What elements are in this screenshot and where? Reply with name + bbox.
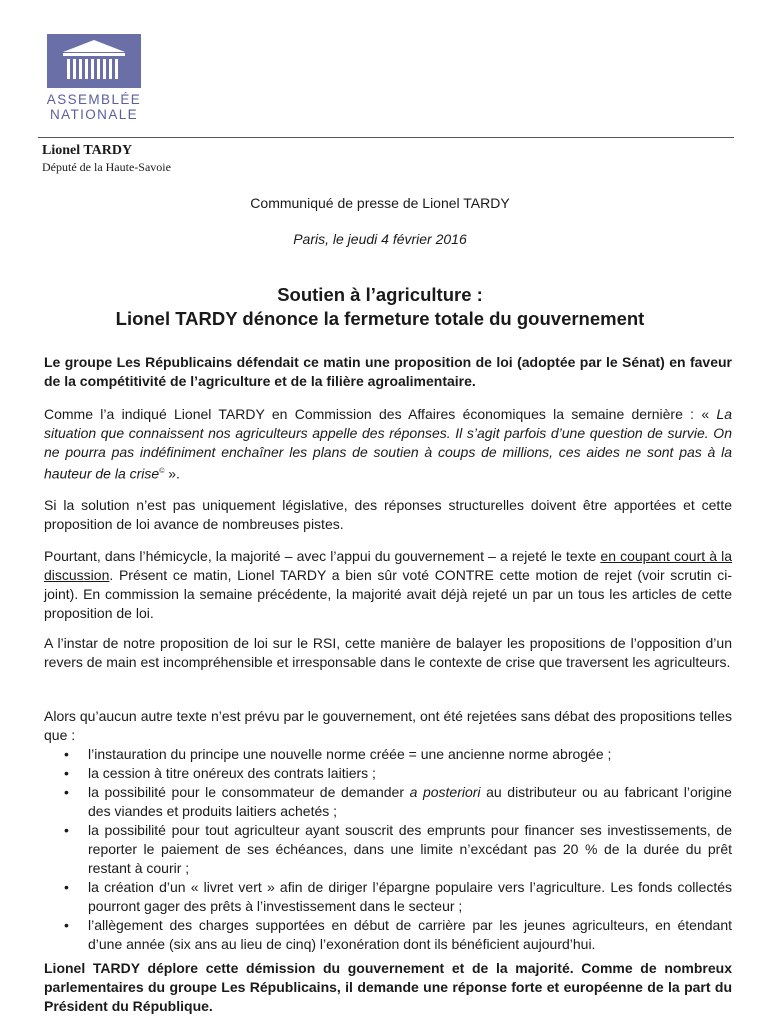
p1-quote: La situation que connaissent nos agriculteurs appelle des réponses. Il s’agit parfois d’une question de survie. On ne pourra pas indéfiniment enchaîner les plans de soutien à coups de millions, ces aides ne sont pas à la hauteur de la crise <box>44 406 732 482</box>
author-block <box>42 142 171 175</box>
logo-line-1: ASSEMBLÉE <box>46 92 142 107</box>
list-item: • l’allègement des charges supportées en début de carrière par les jeunes agriculteurs, en étendant d’une année (six ans au lieu de cinq) l’exonération dont ils bénéficient aujourd’hui. <box>88 916 732 954</box>
lead-paragraph <box>44 353 732 391</box>
paragraph-3 <box>44 547 732 623</box>
closing-paragraph <box>44 959 732 1016</box>
title-line-1: Soutien à l’agriculture : <box>277 284 483 305</box>
paragraph-1 <box>44 405 732 484</box>
paragraph-3-text <box>44 547 732 623</box>
list-item: • la possibilité pour tout agriculteur ayant souscrit des emprunts pour financer ses investissements, de reporter le paiement de ses échéances, dans une limite n’excédant pas 20 % de la durée du prêt restant à courir ; <box>88 821 732 878</box>
closing-text: Lionel TARDY déplore cette démission du gouvernement et de la majorité. Comme de nombreux parlementaires du groupe Les Républicains, il demande une réponse forte et européenne de la part du Président du République. <box>44 960 732 1014</box>
logo-line-2: NATIONALE <box>49 107 139 122</box>
list-item: • la création d’un « livret vert » afin de diriger l’épargne populaire vers l’agriculture. Les fonds collectés pourront gager des prêts à l’investissement dans le secteur ; <box>88 878 732 916</box>
title-line-2: Lionel TARDY dénonce la fermeture totale du gouvernement <box>115 308 645 329</box>
press-release-label: Communiqué de presse de Lionel TARDY <box>250 195 510 211</box>
paragraph-1-text <box>44 405 732 484</box>
paragraph-2-text: Si la solution n’est pas uniquement législative, des réponses structurelles doivent être apportées et cette proposition de loi avance de nombreuses pistes. <box>44 497 732 532</box>
date-line: Paris, le jeudi 4 février 2016 <box>293 231 467 247</box>
p1-intro: Comme l’a indiqué Lionel TARDY en Commission des Affaires économiques la semaine dernière : « <box>44 406 717 422</box>
parliament-building-icon <box>47 34 141 88</box>
logo-text <box>44 92 144 122</box>
paragraph-2 <box>44 496 732 534</box>
paragraph-4-text: A l’instar de notre proposition de loi sur le RSI, cette manière de balayer les propositions de l’opposition d’un revers de main est incompréhensible et irresponsable dans le contexte de crise que traversent les agriculteurs. <box>44 635 732 670</box>
paragraph-5 <box>44 707 732 954</box>
header-divider <box>38 137 734 138</box>
proposals-list <box>44 745 732 954</box>
paragraph-4 <box>44 634 732 672</box>
list-item <box>88 783 732 821</box>
p3-part-b: . Présent ce matin, Lionel TARDY a bien sûr voté CONTRE cette motion de rejet (voir scrutin ci-joint). En commission la semaine précédente, la majorité avait déjà rejeté un par un tous les articles de cette proposition de loi. <box>44 567 732 621</box>
b3-italic: a posteriori <box>409 784 481 800</box>
b3-part-a: la possibilité pour le consommateur de demander <box>88 784 410 800</box>
discussion-link[interactable]: en coupant court à la discussion <box>44 548 732 583</box>
document-title <box>30 283 730 331</box>
p1-end: ». <box>164 465 180 482</box>
assemblee-nationale-logo <box>44 34 144 122</box>
b3-part-b: au distributeur ou au fabricant l’origine des viandes et produits laitiers achetés ; <box>88 784 732 819</box>
list-item: • l’instauration du principe une nouvelle norme créée = une ancienne norme abrogée ; <box>88 745 732 764</box>
list-item: • la cession à titre onéreux des contrats laitiers ; <box>88 764 732 783</box>
p3-part-a: Pourtant, dans l’hémicycle, la majorité – avec l’appui du gouvernement – a rejeté le texte <box>44 548 601 564</box>
footnote-mark: © <box>159 468 165 475</box>
paragraph-5-text: Alors qu’aucun autre texte n’est prévu par le gouvernement, ont été rejetées sans débat des propositions telles que : <box>44 708 732 743</box>
author-name: Lionel TARDY <box>42 143 133 158</box>
lead-text: Le groupe Les Républicains défendait ce matin une proposition de loi (adoptée par le Sénat) en faveur de la compétitivité de l’agriculture et de la filière agroalimentaire. <box>44 354 732 389</box>
author-role: Député de la Haute-Savoie <box>42 160 171 174</box>
